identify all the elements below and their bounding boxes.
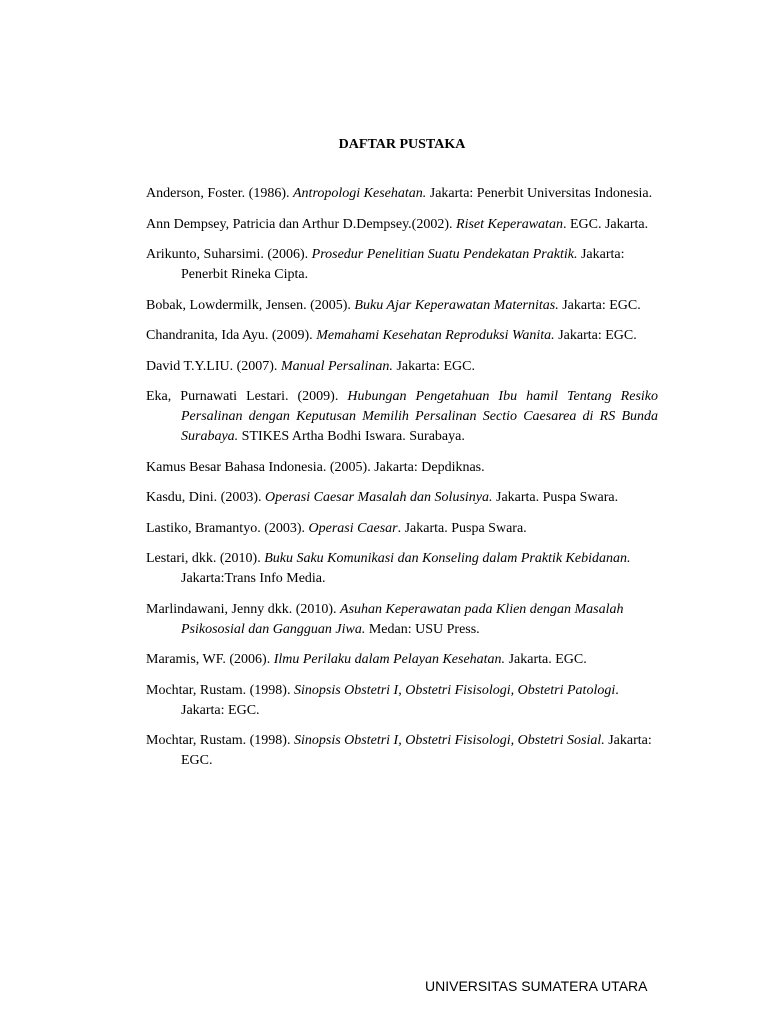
reference-item: Ann Dempsey, Patricia dan Arthur D.Dempsey.(2002). Riset Keperawatan. EGC. Jakarta. — [146, 216, 649, 232]
reference-item: Bobak, Lowdermilk, Jensen. (2005). Buku Ajar Keperawatan Maternitas. Jakarta: EGC. — [146, 297, 641, 313]
footer-university: UNIVERSITAS SUMATERA UTARA — [425, 978, 648, 994]
reference-item: Kamus Besar Bahasa Indonesia. (2005). Jakarta: Depdiknas. — [146, 459, 485, 475]
reference-item: David T.Y.LIU. (2007). Manual Persalinan. Jakarta: EGC. — [146, 358, 475, 374]
reference-list — [146, 184, 658, 782]
reference-item: Maramis, WF. (2006). Ilmu Perilaku dalam Pelayan Kesehatan. Jakarta. EGC. — [146, 652, 587, 667]
reference-item: Kasdu, Dini. (2003). Operasi Caesar Masalah dan Solusinya. Jakarta. Puspa Swara. — [146, 490, 619, 505]
reference-item: Arikunto, Suharsimi. (2006). Prosedur Penelitian Suatu Pendekatan Praktik. Jakarta: Penerbit Rineka Cipta. — [146, 247, 625, 282]
reference-item: Mochtar, Rustam. (1998). Sinopsis Obstetri I, Obstetri Fisisologi, Obstetri Sosial. Jakarta: EGC. — [146, 733, 652, 768]
reference-item: Chandranita, Ida Ayu. (2009). Memahami Kesehatan Reproduksi Wanita. Jakarta: EGC. — [146, 328, 637, 343]
reference-item: Lestari, dkk. (2010). Buku Saku Komunikasi dan Konseling dalam Praktik Kebidanan. Jakarta:Trans Info Media. — [146, 551, 631, 586]
page-title: DAFTAR PUSTAKA — [338, 137, 466, 152]
reference-item: Eka, Purnawati Lestari. (2009). Hubungan Pengetahuan Ibu hamil Tentang Resiko Persalinan dengan Keputusan Memilih Persalinan Sectio Caesarea di RS Bunda Surabaya. STIKES Artha Bodhi Iswara. Surabaya. — [146, 389, 659, 444]
reference-item: Lastiko, Bramantyo. (2003). Operasi Caesar. Jakarta. Puspa Swara. — [146, 520, 527, 536]
reference-item: Anderson, Foster. (1986). Antropologi Kesehatan. Jakarta: Penerbit Universitas Indonesia. — [146, 186, 653, 201]
reference-item: Mochtar, Rustam. (1998). Sinopsis Obstetri I, Obstetri Fisisologi, Obstetri Patologi. Jakarta: EGC. — [146, 682, 619, 718]
reference-item: Marlindawani, Jenny dkk. (2010). Asuhan Keperawatan pada Klien dengan Masalah Psikososial dan Gangguan Jiwa. Medan: USU Press. — [146, 601, 624, 637]
